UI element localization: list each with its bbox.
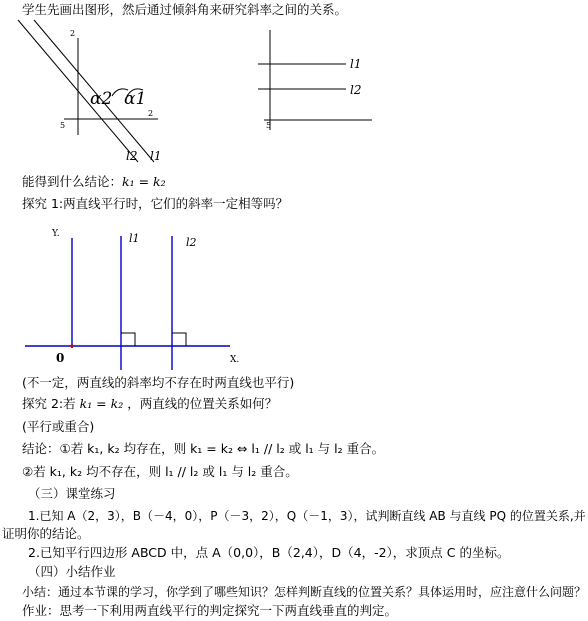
fig1-l1-label: l1 [150, 149, 162, 163]
answer2-text: (平行或重合) [22, 419, 95, 434]
answer1-text: (不一定，两直线的斜率均不存在时两直线也平行) [22, 375, 295, 390]
fig1-origin: 5 [60, 121, 66, 130]
explore2-question [22, 396, 277, 412]
fig3-l1-label: l1 [129, 232, 140, 245]
explore1-question: 探究 1:两直线平行时，它们的斜率一定相等吗？ [22, 196, 289, 211]
fig2-l1-label: l1 [350, 57, 362, 71]
exercise1-line1: 1.已知 A（2，3），B（－4，0），P（－3，2），Q（－1，3），试判断直线 AB 与直线 PQ 的位置关系,并 [28, 509, 586, 523]
result2-text: ②若 k₁, k₂ 均不存在，则 l₁ // l₂ 或 l₁ 与 l₂ 重合。 [22, 464, 298, 479]
fig1-y-tick: 2 [70, 29, 76, 38]
fig1-l2-label: l2 [126, 149, 138, 163]
conclusion-label: 能得到什么结论： [22, 174, 123, 189]
conclusion-formula: k₁ = k₂ [122, 174, 166, 189]
fig1-alpha1-label: α1 [124, 89, 147, 109]
exercise2-text: 2.已知平行四边形 ABCD 中，点 A（0,0），B（2,4），D（4，-2），求顶点 C 的坐标。 [28, 545, 510, 560]
result1-text: 结论：①若 k₁, k₂ 均存在，则 k₁ = k₂ ⇔ l₁ // l₂ 或 l₁ 与 l₂ 重合。 [22, 441, 385, 456]
summary-text: 小结：通过本节课的学习，你学到了哪些知识？怎样判断直线的位置关系？具体运用时，应注意什么问题？ [22, 585, 587, 599]
fig3-l2-label: l2 [186, 236, 197, 249]
fig3-x-label: X. [230, 355, 240, 365]
section3-heading: （三）课堂练习 [28, 486, 116, 501]
section4-heading: （四）小结作业 [28, 564, 116, 579]
explore2-formula: k₁ = k₂ [79, 396, 124, 411]
fig3-right-angle-1 [121, 333, 135, 346]
conclusion-question [22, 174, 166, 190]
fig3-right-angle-2 [172, 333, 186, 346]
fig2-l2-label: l2 [350, 83, 362, 97]
fig1-alpha2-label: α2 [90, 89, 113, 109]
fig1-x-tick: 2 [148, 109, 154, 118]
homework-text: 作业：思考一下利用两直线平行的判定探究一下两直线垂直的判定。 [22, 603, 398, 618]
fig3-origin-label: 0 [56, 351, 65, 365]
fig3-y-label: Y. [52, 229, 60, 239]
exercise1-line2: 证明你的结论。 [2, 526, 90, 541]
fig2-origin: 5 [266, 121, 272, 130]
intro-text: 学生先画出图形，然后通过倾斜角来研究斜率之间的关系。 [22, 2, 348, 17]
explore2-suffix: ，两直线的位置关系如何？ [127, 396, 278, 411]
fig3-origin-dot [70, 344, 73, 347]
explore2-prefix: 探究 2:若 [22, 396, 76, 411]
